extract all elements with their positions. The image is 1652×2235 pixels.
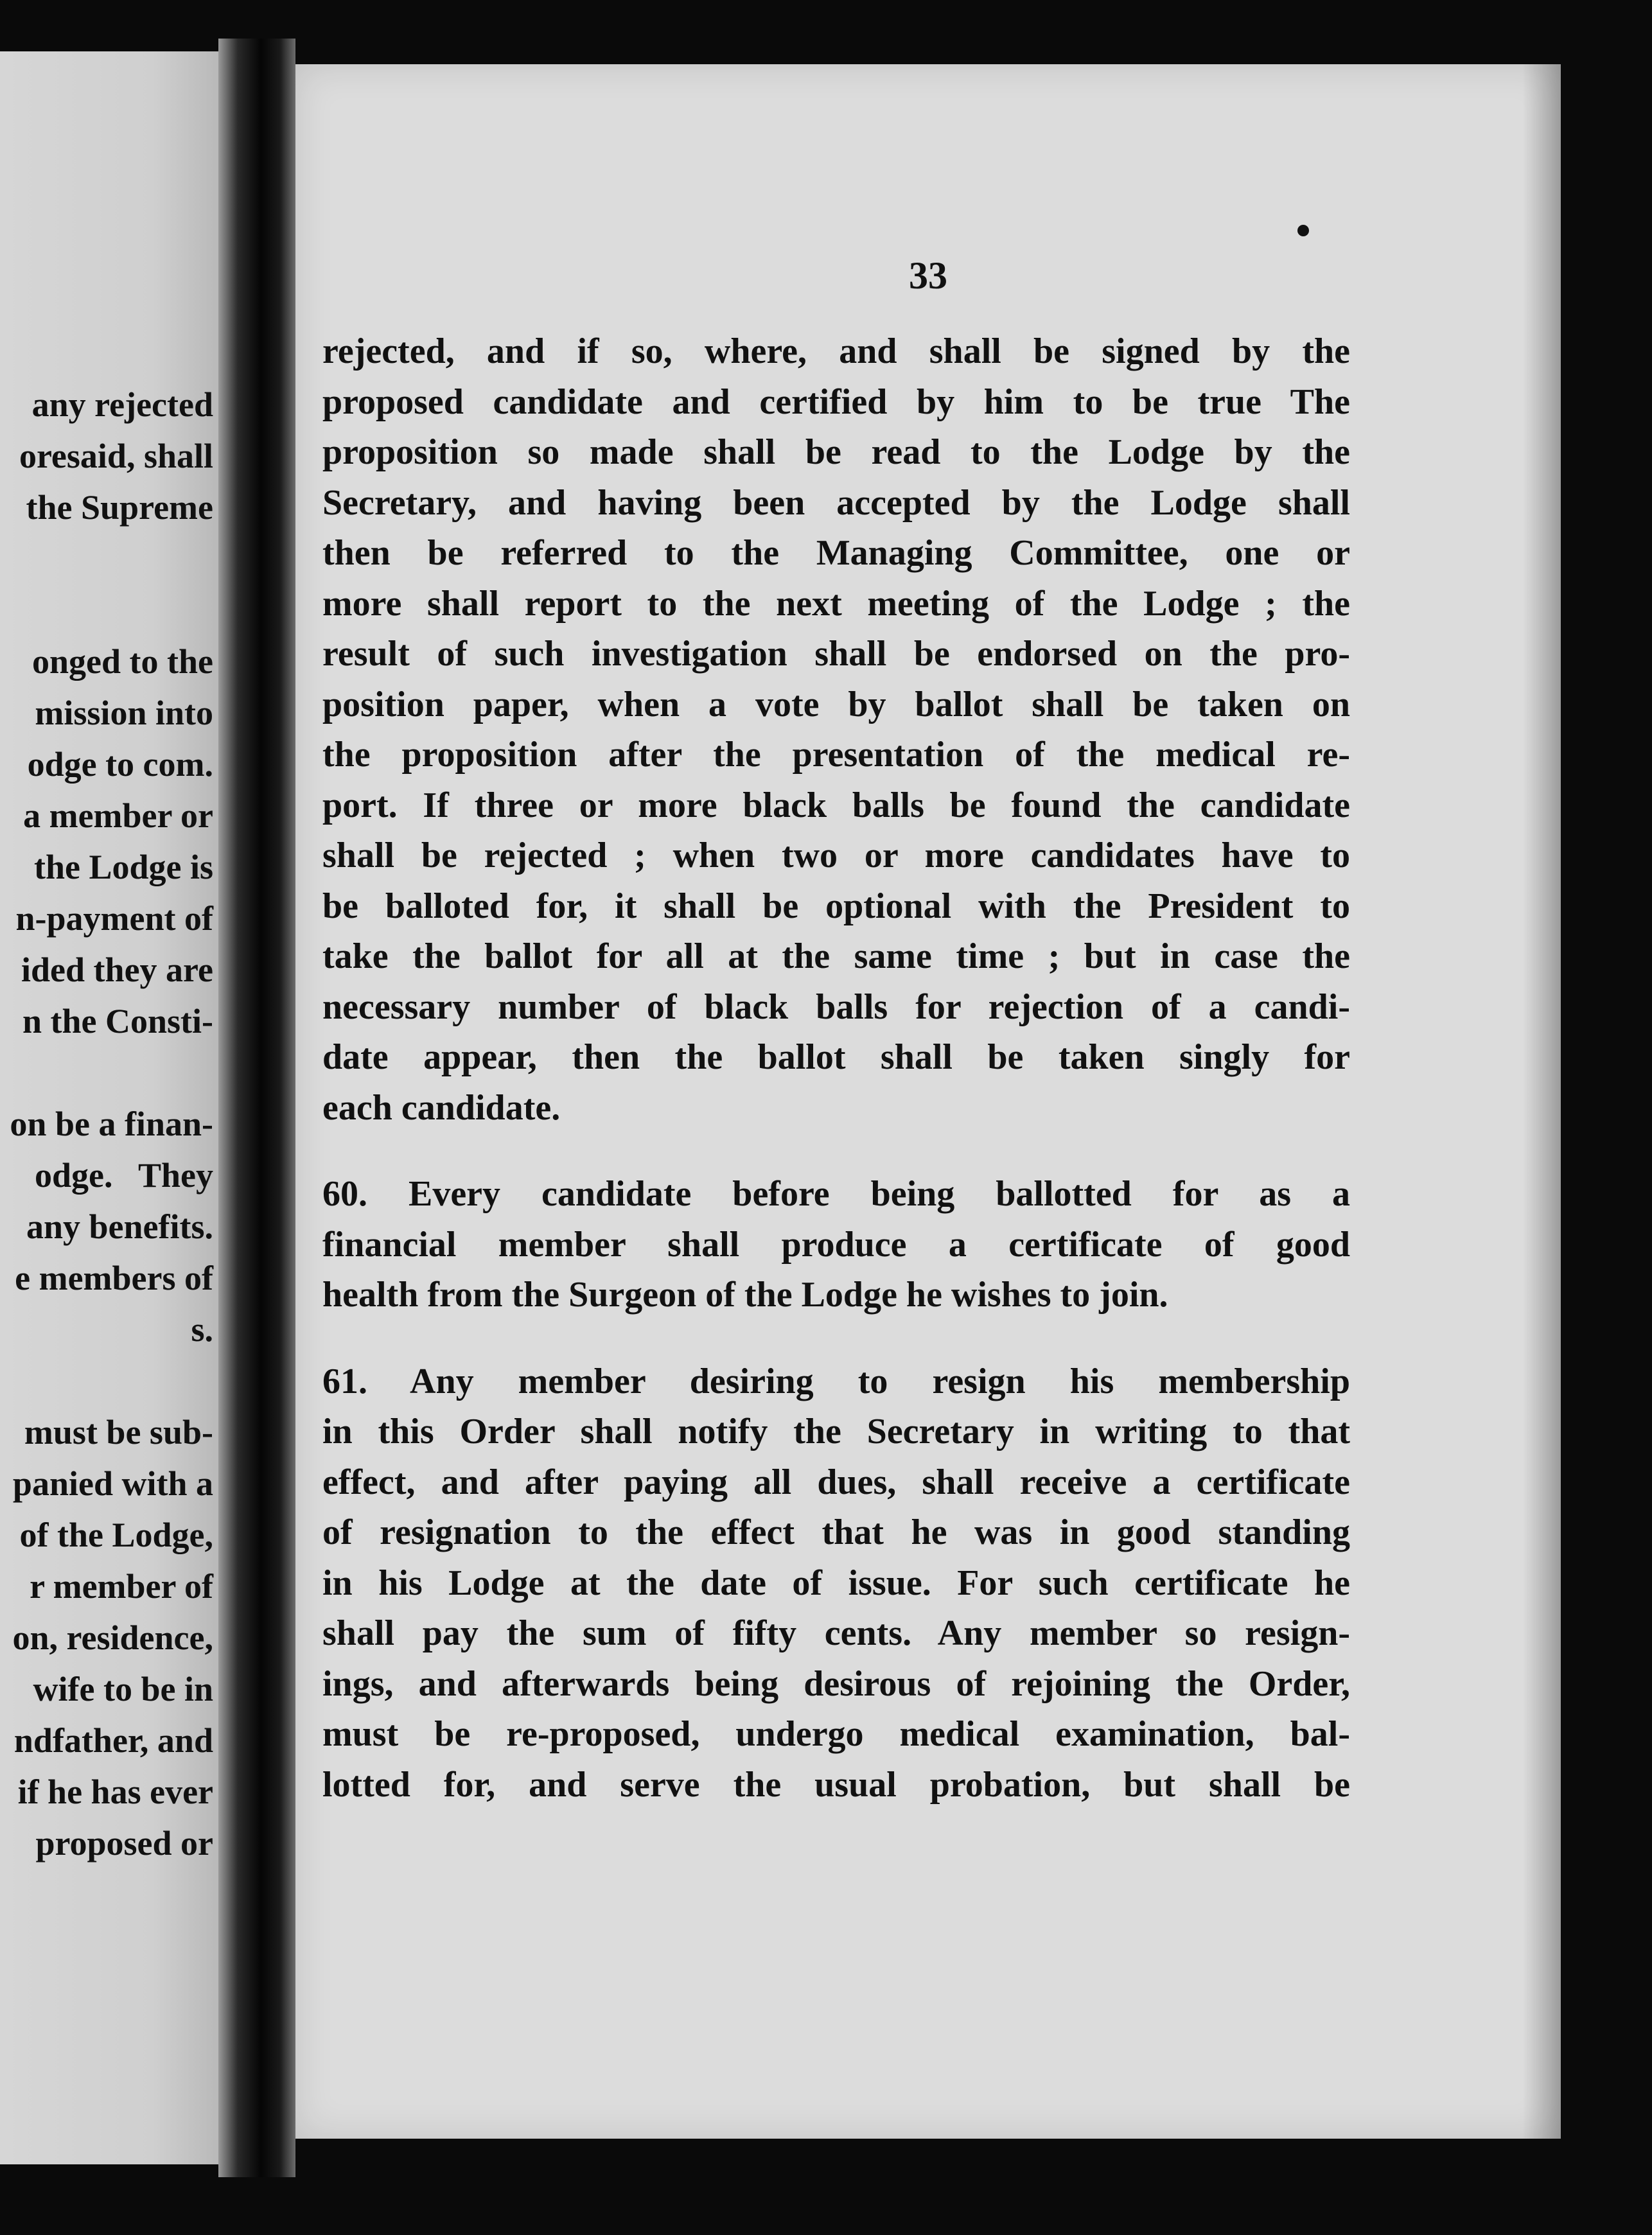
- text-line: health from the Surgeon of the Lodge he wishes to join.: [322, 1275, 1168, 1315]
- facing-page-line: n-payment of: [15, 899, 213, 938]
- text-line: shall be rejected ; when two or more candidates have to: [322, 836, 1350, 875]
- text-line: of resignation to the effect that he was in good standing: [322, 1512, 1350, 1552]
- facing-page-line: [0, 1355, 213, 1407]
- facing-page-line: must be sub-: [24, 1413, 213, 1451]
- text-line: each candidate.: [322, 1087, 561, 1128]
- facing-page-line: ndfather, and: [13, 1721, 213, 1760]
- ink-speck: [1297, 225, 1309, 236]
- text-line: rejected, and if so, where, and shall be signed by the: [322, 331, 1350, 371]
- text-line: port. If three or more black balls be found the candidate: [322, 785, 1350, 825]
- text-line: 61. Any member desiring to resign his membership: [322, 1361, 1350, 1401]
- facing-page-line: any rejected: [31, 385, 213, 424]
- facing-page-line: of the Lodge,: [19, 1516, 213, 1554]
- facing-page-text: [0, 379, 213, 1869]
- text-line: Secretary, and having been accepted by the Lodge shall: [322, 482, 1350, 523]
- page-edge-shadow: [1522, 64, 1561, 2139]
- facing-page-line: s.: [191, 1310, 213, 1349]
- facing-page-line: odge. They: [34, 1156, 213, 1195]
- text-line: in this Order shall notify the Secretary in writing to that: [322, 1412, 1350, 1451]
- facing-page-line: the Lodge is: [33, 848, 213, 886]
- facing-page-line: r member of: [30, 1567, 213, 1606]
- facing-page-line: [0, 533, 213, 584]
- facing-page-line: a member or: [23, 796, 213, 835]
- text-line: date appear, then the ballot shall be taken singly for: [322, 1037, 1350, 1077]
- facing-page-line: onged to the: [32, 642, 213, 681]
- facing-page-line: e members of: [15, 1259, 213, 1297]
- facing-page-line: on be a finan-: [10, 1105, 213, 1143]
- paragraph-gap: [322, 1133, 1350, 1169]
- facing-page-line: if he has ever: [17, 1773, 213, 1811]
- text-line: take the ballot for all at the same time ; but in case the: [322, 936, 1350, 976]
- text-line: be balloted for, it shall be optional with the President to: [322, 886, 1350, 926]
- text-line: in his Lodge at the date of issue. For such certificate he: [322, 1563, 1350, 1603]
- text-line: 60. Every candidate before being ballotted for as a: [322, 1174, 1350, 1214]
- facing-page-line: proposed or: [35, 1824, 213, 1862]
- text-line: result of such investigation shall be endorsed on the pro-: [322, 634, 1350, 674]
- facing-page-line: panied with a: [12, 1464, 213, 1503]
- text-line: effect, and after paying all dues, shall receive a certificate: [322, 1462, 1350, 1502]
- text-line: must be re-proposed, undergo medical examination, bal-: [322, 1714, 1350, 1754]
- facing-page-line: any benefits.: [26, 1207, 213, 1246]
- text-line: necessary number of black balls for rejection of a candi-: [322, 986, 1350, 1027]
- facing-page-line: n the Consti-: [22, 1002, 213, 1040]
- text-line: lotted for, and serve the usual probation, but shall be: [322, 1764, 1350, 1805]
- page-body-text: [322, 326, 1350, 1810]
- text-line: proposition so made shall be read to the Lodge by the: [322, 432, 1350, 472]
- facing-page-line: on, residence,: [12, 1618, 213, 1657]
- facing-page-left: [0, 51, 218, 2164]
- paragraph-gap: [322, 1320, 1350, 1356]
- facing-page-line: odge to com.: [27, 745, 213, 784]
- book-gutter: [218, 39, 295, 2177]
- facing-page-line: wife to be in: [33, 1670, 213, 1708]
- page-right: [295, 64, 1561, 2139]
- facing-page-line: ided they are: [21, 951, 213, 989]
- text-line: more shall report to the next meeting of the Lodge ; the: [322, 583, 1350, 624]
- facing-page-line: oresaid, shall: [19, 437, 213, 475]
- facing-page-line: [0, 584, 213, 636]
- text-line: then be referred to the Managing Committee, one or: [322, 533, 1350, 573]
- text-line: proposed candidate and certified by him to be true The: [322, 381, 1350, 422]
- text-line: position paper, when a vote by ballot shall be taken on: [322, 684, 1350, 724]
- text-line: the proposition after the presentation of the medical re-: [322, 735, 1350, 775]
- facing-page-line: [0, 1047, 213, 1098]
- text-line: financial member shall produce a certificate of good: [322, 1224, 1350, 1265]
- text-line: shall pay the sum of fifty cents. Any member so resign-: [322, 1613, 1350, 1653]
- text-line: ings, and afterwards being desirous of rejoining the Order,: [322, 1663, 1350, 1704]
- facing-page-line: mission into: [35, 694, 213, 732]
- facing-page-line: the Supreme: [26, 488, 213, 527]
- page-number: 33: [909, 254, 947, 297]
